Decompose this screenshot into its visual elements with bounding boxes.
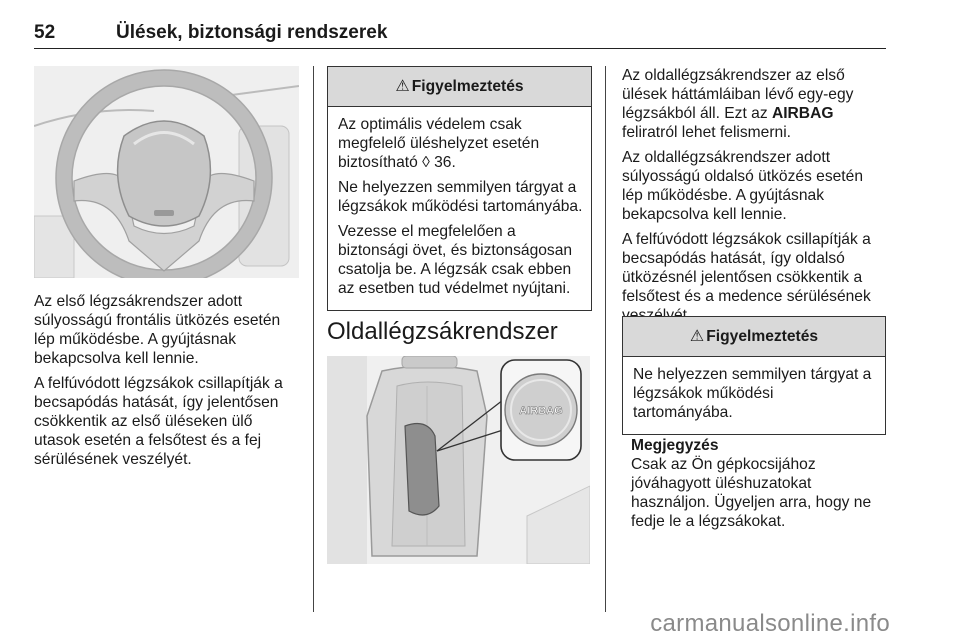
side-airbag-figure (327, 356, 590, 564)
paragraph: Az első légzsákrendszer adott súlyosságú frontális ütközés esetén lép működésbe. A gyújtásnak bekapcsolva kell lennie. (34, 293, 281, 367)
note-block (631, 436, 885, 531)
warning-paragraph: Az optimális védelem csak megfelelő üléshelyzet esetén biztosítható ◊ 36. (338, 116, 540, 171)
warning-paragraph: Ne helyezzen semmilyen tárgyat a légzsákok működési tartományába. (633, 366, 872, 421)
steering-wheel-figure (34, 66, 299, 278)
paragraph: A felfúvódott légzsákok csillapítják a becsapódás hatását, így jelentősen csökkentik az első üléseken ülő utasok esetén a felsőtest és a fej sérülésének veszélyét. (34, 375, 283, 468)
warning-body (328, 107, 591, 310)
warning-header (623, 317, 885, 357)
warning-header (328, 67, 591, 107)
section-heading: Oldallégzsákrendszer (327, 318, 558, 345)
airbag-label-bold: AIRBAG (771, 105, 834, 122)
page-number: 52 (34, 22, 56, 43)
column-divider-left (313, 66, 314, 612)
note-text: Csak az Ön gépkocsijához jóváhagyott üléshuzatokat használjon. Ügyeljen arra, hogy ne fedje le a légzsákokat. (631, 456, 872, 530)
paragraph (622, 66, 886, 142)
page-header (34, 22, 886, 49)
steering-wheel-illustration (34, 66, 299, 278)
warning-triangle-icon: ⚠ (689, 328, 705, 345)
warning-paragraph: Vezesse el megfelelően a biztonsági övet, és biztonságosan csatolja be. A légzsák csak ebben az esetben tud védelmet nyújtani. (338, 223, 573, 297)
warning-box-front (327, 66, 592, 311)
note-label: Megjegyzés (631, 437, 719, 454)
intro-text: Az oldallégzsákrendszer az első ülések háttámláiban lévő egy-egy légzsákból áll. Ezt az (622, 67, 854, 122)
warning-triangle-icon: ⚠ (395, 78, 410, 95)
watermark-text: carmanualsonline.info (650, 610, 890, 637)
intro-text-end: feliratról lehet felismerni. (622, 124, 791, 141)
warning-paragraph: Ne helyezzen semmilyen tárgyat a légzsákok működési tartományába. (338, 179, 583, 215)
warning-body (623, 357, 885, 434)
airbag-badge-label: AIRBAG (519, 405, 563, 417)
paragraph: A felfúvódott légzsákok csillapítják a becsapódás hatását, így oldalsó ütközésnél jelentősen csökkentik a felsőtest és a medence sérülésének (622, 231, 871, 305)
paragraph: Az oldallégzsákrendszer adott súlyosságú oldalsó ütközés esetén lép működésbe. A gyújtásnak bekapcsolva kell lennie. (622, 149, 863, 223)
page-title: Ülések, biztonsági rendszerek (116, 22, 388, 43)
column-divider-right (605, 66, 606, 612)
warning-title: Figyelmeztetés (411, 78, 524, 95)
side-airbag-illustration (327, 356, 590, 564)
warning-box-side (622, 316, 886, 435)
warning-title: Figyelmeztetés (706, 328, 819, 345)
left-column-text (34, 292, 299, 475)
right-column-text (622, 66, 886, 331)
